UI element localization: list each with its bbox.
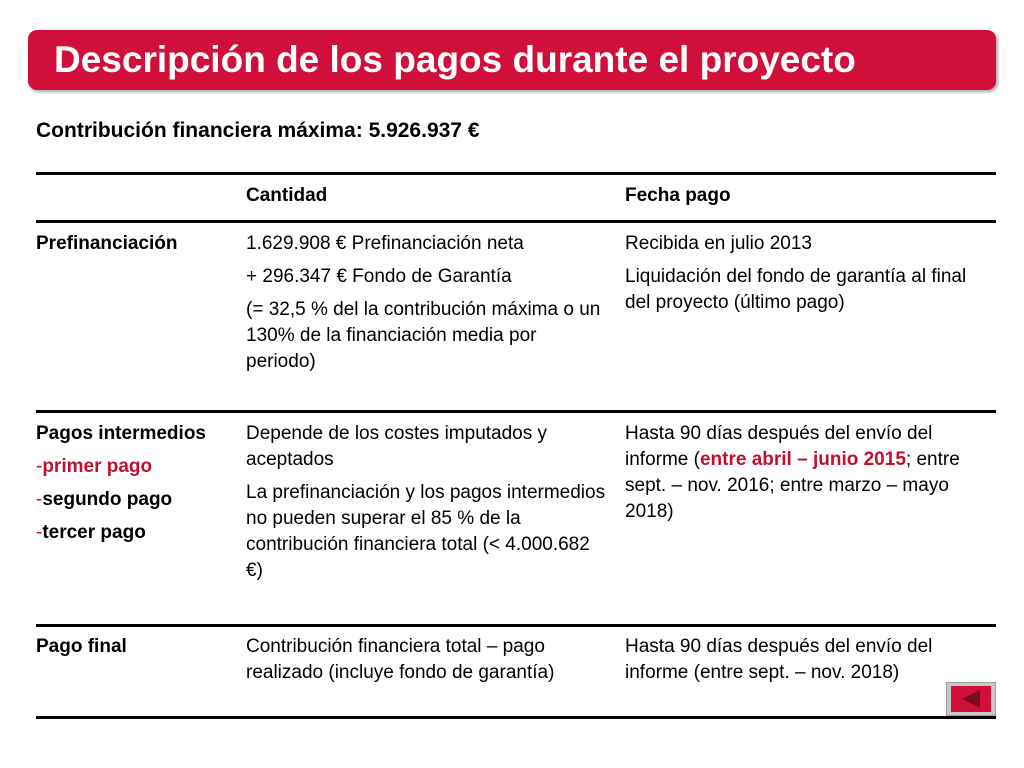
- row-label-pagos-intermedios: [36, 421, 236, 553]
- fecha-line: [625, 421, 993, 525]
- bullet-dash: -: [36, 522, 43, 543]
- cantidad-line: La prefinanciación y los pagos intermedios no pueden superar el 85 % de la contribución financiera total (< 4.000.682 €): [246, 482, 606, 581]
- cantidad-line: 1.629.908 € Prefinanciación neta: [246, 233, 524, 254]
- table-top-rule: [36, 172, 996, 175]
- row-label-pago-final: Pago final: [36, 636, 127, 657]
- segundo-pago-label: segundo pago: [42, 489, 173, 510]
- row-divider: [36, 410, 996, 413]
- fecha-text: Hasta 90 días después del envío del informe (: [625, 423, 933, 470]
- intermedios-fecha: [625, 421, 993, 532]
- pago-final-cantidad: Contribución financiera total – pago realizado (incluye fondo de garantía): [246, 636, 555, 683]
- row-divider: [36, 624, 996, 627]
- fecha-line: Recibida en julio 2013: [625, 233, 812, 254]
- triangle-left-icon: [960, 689, 982, 709]
- cantidad-line: Depende de los costes imputados y aceptados: [246, 423, 548, 470]
- list-item: [36, 487, 236, 513]
- pago-final-fecha: Hasta 90 días después del envío del informe (entre sept. – nov. 2018): [625, 636, 933, 683]
- primer-pago-label: primer pago: [42, 456, 153, 477]
- fecha-text: ; entre sept. – nov. 2016; entre marzo – mayo 2018): [625, 449, 960, 522]
- bullet-dash: -: [36, 456, 43, 477]
- table-bottom-rule: [36, 716, 996, 719]
- tercer-pago-label: tercer pago: [42, 522, 146, 543]
- bullet-dash: -: [36, 489, 43, 510]
- cantidad-line: + 296.347 € Fondo de Garantía: [246, 266, 512, 287]
- list-item: [36, 520, 236, 546]
- back-button-face: [951, 686, 991, 712]
- list-item: [36, 454, 236, 480]
- intermedios-cantidad: [246, 421, 611, 591]
- pagos-intermedios-label: Pagos intermedios: [36, 423, 206, 444]
- cantidad-line: (= 32,5 % del la contribución máxima o un 130% de la financiación media por periodo): [246, 299, 601, 372]
- back-button[interactable]: [946, 682, 996, 716]
- slide-title: Descripción de los pagos durante el proyecto: [54, 39, 856, 80]
- title-banner: [28, 30, 996, 90]
- prefinanciacion-cantidad: [246, 231, 611, 382]
- max-contribution-heading: Contribución financiera máxima: 5.926.937 €: [36, 119, 480, 142]
- fecha-line: Liquidación del fondo de garantía al final del proyecto (último pago): [625, 266, 967, 313]
- table-header-fecha-pago: Fecha pago: [625, 185, 731, 206]
- header-bottom-rule: [36, 220, 996, 223]
- table-header-cantidad: Cantidad: [246, 185, 328, 206]
- prefinanciacion-fecha: [625, 231, 993, 323]
- fecha-highlight: entre abril – junio 2015: [699, 449, 906, 470]
- row-label-prefinanciacion: Prefinanciación: [36, 233, 178, 254]
